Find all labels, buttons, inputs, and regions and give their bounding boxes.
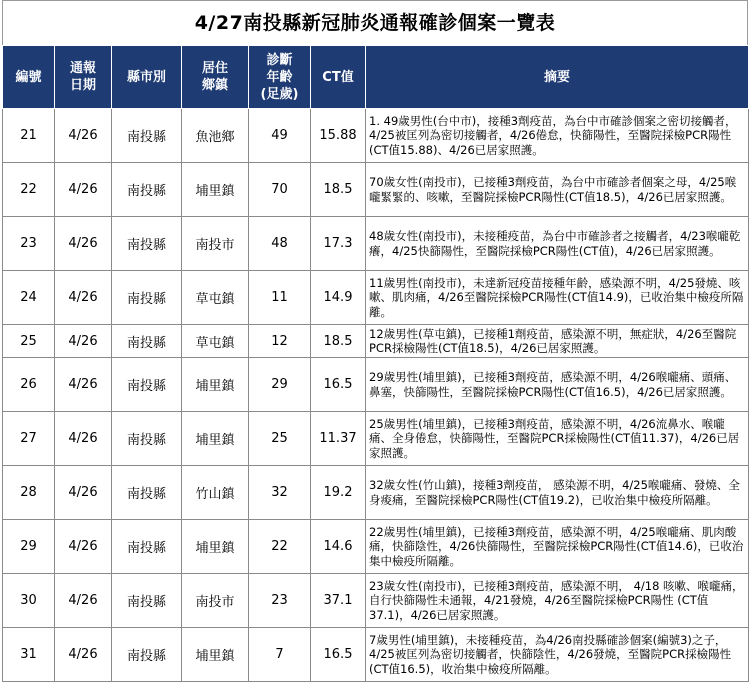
- cell-town: 南投市: [182, 574, 249, 628]
- cell-summary: 11歲男性(南投市)，未達新冠疫苗接種年齡，感染源不明，4/25發燒、咳嗽、肌肉痛，4/26至醫院採檢PCR陽性(CT值14.9)，已收治集中檢疫所隔離。: [366, 271, 749, 325]
- cell-age: 7: [249, 628, 311, 682]
- cell-id: 24: [3, 271, 55, 325]
- cell-age: 25: [249, 412, 311, 466]
- cell-county: 南投縣: [112, 163, 182, 217]
- cell-ct: 11.37: [311, 412, 366, 466]
- cell-county: 南投縣: [112, 271, 182, 325]
- header-age: 診斷 年齡 (足歲): [249, 46, 311, 109]
- cell-ct: 17.3: [311, 217, 366, 271]
- cell-age: 11: [249, 271, 311, 325]
- cell-ct: 19.2: [311, 466, 366, 520]
- table-row: [3, 520, 749, 574]
- cell-county: 南投縣: [112, 217, 182, 271]
- cell-age: 12: [249, 325, 311, 358]
- cell-county: 南投縣: [112, 412, 182, 466]
- table-row: [3, 358, 749, 412]
- header-county: 縣市別: [112, 46, 182, 109]
- cell-id: 31: [3, 628, 55, 682]
- cell-ct: 14.6: [311, 520, 366, 574]
- header-town: 居住 鄉鎮: [182, 46, 249, 109]
- cell-ct: 14.9: [311, 271, 366, 325]
- cell-id: 21: [3, 109, 55, 163]
- header-summary: 摘要: [366, 46, 749, 109]
- cell-date: 4/26: [55, 109, 112, 163]
- cell-date: 4/26: [55, 325, 112, 358]
- cell-ct: 16.5: [311, 628, 366, 682]
- cell-summary: 1. 49歲男性(台中市)，接種3劑疫苗，為台中市確診個案之密切接觸者，4/25被匡列為密切接觸者，4/26倦怠，快篩陽性，至醫院採檢PCR陽性(CT值15.88)、4/26已居家照護。: [366, 109, 749, 163]
- table-header: [3, 46, 749, 109]
- table-row: [3, 574, 749, 628]
- cell-date: 4/26: [55, 163, 112, 217]
- cell-date: 4/26: [55, 412, 112, 466]
- cell-date: 4/26: [55, 628, 112, 682]
- cell-id: 23: [3, 217, 55, 271]
- cell-county: 南投縣: [112, 628, 182, 682]
- cell-id: 29: [3, 520, 55, 574]
- table-row: [3, 271, 749, 325]
- cell-summary: 29歲男性(埔里鎮)，已接種3劑疫苗，感染源不明，4/26喉嚨痛、頭痛、鼻塞，快篩陽性，至醫院採檢PCR陽性(CT值16.5)，4/26已居家照護。: [366, 358, 749, 412]
- cell-date: 4/26: [55, 520, 112, 574]
- table-row: [3, 325, 749, 358]
- cell-ct: 16.5: [311, 358, 366, 412]
- header-id: 編號: [3, 46, 55, 109]
- cell-summary: 7歲男性(埔里鎮)，未接種疫苗，為4/26南投縣確診個案(編號3)之子，4/25被匡列為密切接觸者，快篩陰性，4/26發燒，至醫院PCR採檢陽性(CT值16.5)，收治集中檢疫所隔離。: [366, 628, 749, 682]
- cell-county: 南投縣: [112, 520, 182, 574]
- cell-id: 30: [3, 574, 55, 628]
- cell-age: 48: [249, 217, 311, 271]
- cell-town: 草屯鎮: [182, 271, 249, 325]
- cell-town: 埔里鎮: [182, 520, 249, 574]
- cell-town: 南投市: [182, 217, 249, 271]
- cell-county: 南投縣: [112, 358, 182, 412]
- cell-county: 南投縣: [112, 574, 182, 628]
- cell-town: 埔里鎮: [182, 412, 249, 466]
- cell-id: 22: [3, 163, 55, 217]
- cell-summary: 48歲女性(南投市)，未接種疫苗，為台中市確診者之接觸者，4/23喉嚨乾癢，4/25快篩陽性，至醫院採檢PCR陽性(CT值)，4/26已居家照護。: [366, 217, 749, 271]
- cell-town: 魚池鄉: [182, 109, 249, 163]
- table-row: [3, 466, 749, 520]
- cell-date: 4/26: [55, 466, 112, 520]
- cell-ct: 37.1: [311, 574, 366, 628]
- table-body: [3, 109, 749, 682]
- cell-date: 4/26: [55, 574, 112, 628]
- cell-id: 26: [3, 358, 55, 412]
- table-row: [3, 412, 749, 466]
- cell-age: 32: [249, 466, 311, 520]
- cell-summary: 22歲男性(埔里鎮)，已接種3劑疫苗，感染源不明，4/25喉嚨痛、肌肉酸痛，快篩陰性，4/26快篩陽性，至醫院採檢PCR陽性(CT值14.6)，已收治集中檢疫所隔離。: [366, 520, 749, 574]
- cell-summary: 70歲女性(南投市)，已接種3劑疫苗，為台中市確診者個案之母，4/25喉嚨緊緊的、咳嗽，至醫院採檢PCR陽性(CT值18.5)，4/26已居家照護。: [366, 163, 749, 217]
- cell-summary: 12歲男性(草屯鎮)，已接種1劑疫苗，感染源不明，無症狀，4/26至醫院PCR採檢陽性(CT值18.5)，4/26已居家照護。: [366, 325, 749, 358]
- cell-ct: 15.88: [311, 109, 366, 163]
- cell-county: 南投縣: [112, 466, 182, 520]
- table-row: [3, 109, 749, 163]
- cell-age: 29: [249, 358, 311, 412]
- cell-ct: 18.5: [311, 325, 366, 358]
- cell-age: 22: [249, 520, 311, 574]
- cell-town: 竹山鎮: [182, 466, 249, 520]
- cell-date: 4/26: [55, 217, 112, 271]
- cell-town: 埔里鎮: [182, 163, 249, 217]
- cell-age: 70: [249, 163, 311, 217]
- cell-town: 草屯鎮: [182, 325, 249, 358]
- cell-town: 埔里鎮: [182, 358, 249, 412]
- cell-town: 埔里鎮: [182, 628, 249, 682]
- header-date: 通報 日期: [55, 46, 112, 109]
- cell-summary: 32歲女性(竹山鎮)，接種3劑疫苗， 感染源不明，4/25喉嚨痛、發燒、全身痠痛，至醫院採檢PCR陽性(CT值19.2)，已收治集中檢疫所隔離。: [366, 466, 749, 520]
- cell-date: 4/26: [55, 271, 112, 325]
- cell-county: 南投縣: [112, 325, 182, 358]
- case-table: [2, 45, 749, 682]
- report-container: [2, 0, 748, 682]
- table-row: [3, 628, 749, 682]
- cell-id: 27: [3, 412, 55, 466]
- table-row: [3, 217, 749, 271]
- cell-age: 49: [249, 109, 311, 163]
- cell-summary: 23歲女性(南投市)，已接種3劑疫苗，感染源不明， 4/18 咳嗽、喉嚨痛，自行快篩陽性未通報，4/21發燒，4/26至醫院採檢PCR陽性 (CT值37.1)，4/26已居家照護。: [366, 574, 749, 628]
- cell-ct: 18.5: [311, 163, 366, 217]
- report-title: 4/27南投縣新冠肺炎通報確診個案一覽表: [2, 0, 748, 45]
- header-ct: CT值: [311, 46, 366, 109]
- cell-county: 南投縣: [112, 109, 182, 163]
- table-row: [3, 163, 749, 217]
- cell-summary: 25歲男性(埔里鎮)，已接種3劑疫苗，感染源不明，4/26流鼻水、喉嚨痛、全身倦怠，快篩陽性，至醫院PCR採檢陽性(CT值11.37)，4/26已居家照護。: [366, 412, 749, 466]
- cell-date: 4/26: [55, 358, 112, 412]
- cell-id: 28: [3, 466, 55, 520]
- cell-id: 25: [3, 325, 55, 358]
- cell-age: 23: [249, 574, 311, 628]
